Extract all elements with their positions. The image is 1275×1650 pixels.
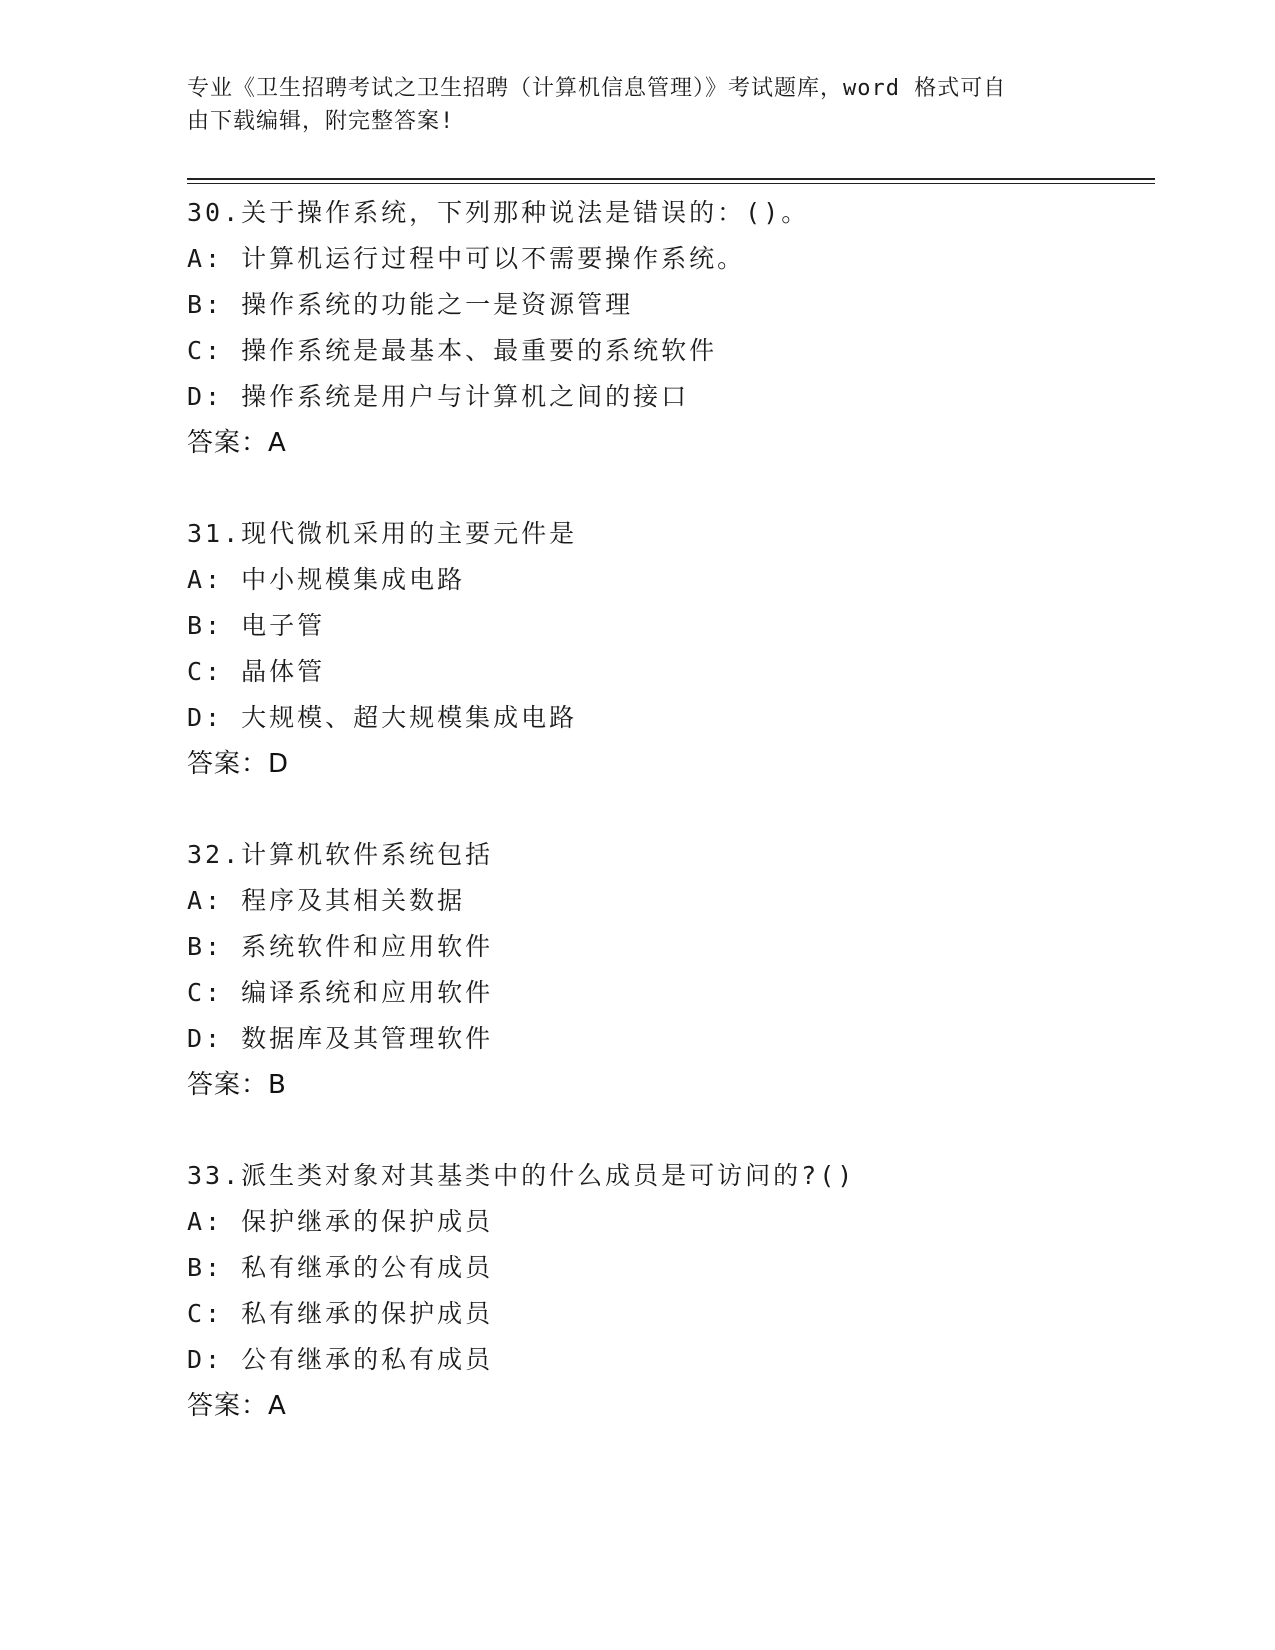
answer-label: 答案：A — [187, 428, 287, 458]
option-c: C: 编译系统和应用软件 — [187, 978, 494, 1007]
option-d: D: 大规模、超大规模集成电路 — [187, 703, 578, 732]
option-c: C: 私有继承的保护成员 — [187, 1299, 494, 1328]
option-d: D: 操作系统是用户与计算机之间的接口 — [187, 382, 690, 411]
question-32 — [187, 832, 1147, 1108]
question-30 — [187, 190, 1147, 466]
header-line-1: 专业《卫生招聘考试之卫生招聘（计算机信息管理）》考试题库，word 格式可自 — [187, 76, 1007, 101]
header-divider-thin — [187, 183, 1155, 184]
answer-label: 答案：A — [187, 1391, 287, 1421]
option-d: D: 数据库及其管理软件 — [187, 1024, 494, 1053]
option-a: A: 程序及其相关数据 — [187, 886, 466, 915]
option-b: B: 操作系统的功能之一是资源管理 — [187, 290, 634, 319]
question-stem: 33.派生类对象对其基类中的什么成员是可访问的?() — [187, 1161, 856, 1190]
question-stem: 32.计算机软件系统包括 — [187, 840, 494, 869]
option-a: A: 中小规模集成电路 — [187, 565, 466, 594]
option-c: C: 晶体管 — [187, 657, 326, 686]
option-a: A: 计算机运行过程中可以不需要操作系统。 — [187, 244, 746, 273]
option-b: B: 私有继承的公有成员 — [187, 1253, 494, 1282]
option-a: A: 保护继承的保护成员 — [187, 1207, 494, 1236]
question-stem: 30.关于操作系统，下列那种说法是错误的：()。 — [187, 198, 810, 227]
header-divider-thick — [187, 178, 1155, 180]
question-list — [187, 190, 1147, 1474]
header-line-2: 由下载编辑，附完整答案! — [187, 109, 455, 134]
option-d: D: 公有继承的私有成员 — [187, 1345, 494, 1374]
option-c: C: 操作系统是最基本、最重要的系统软件 — [187, 336, 718, 365]
option-b: B: 系统软件和应用软件 — [187, 932, 494, 961]
question-stem: 31.现代微机采用的主要元件是 — [187, 519, 578, 548]
option-b: B: 电子管 — [187, 611, 326, 640]
answer-label: 答案：B — [187, 1070, 287, 1100]
answer-label: 答案：D — [187, 749, 290, 779]
question-31 — [187, 511, 1147, 787]
document-header — [187, 72, 1067, 138]
question-33 — [187, 1153, 1147, 1429]
